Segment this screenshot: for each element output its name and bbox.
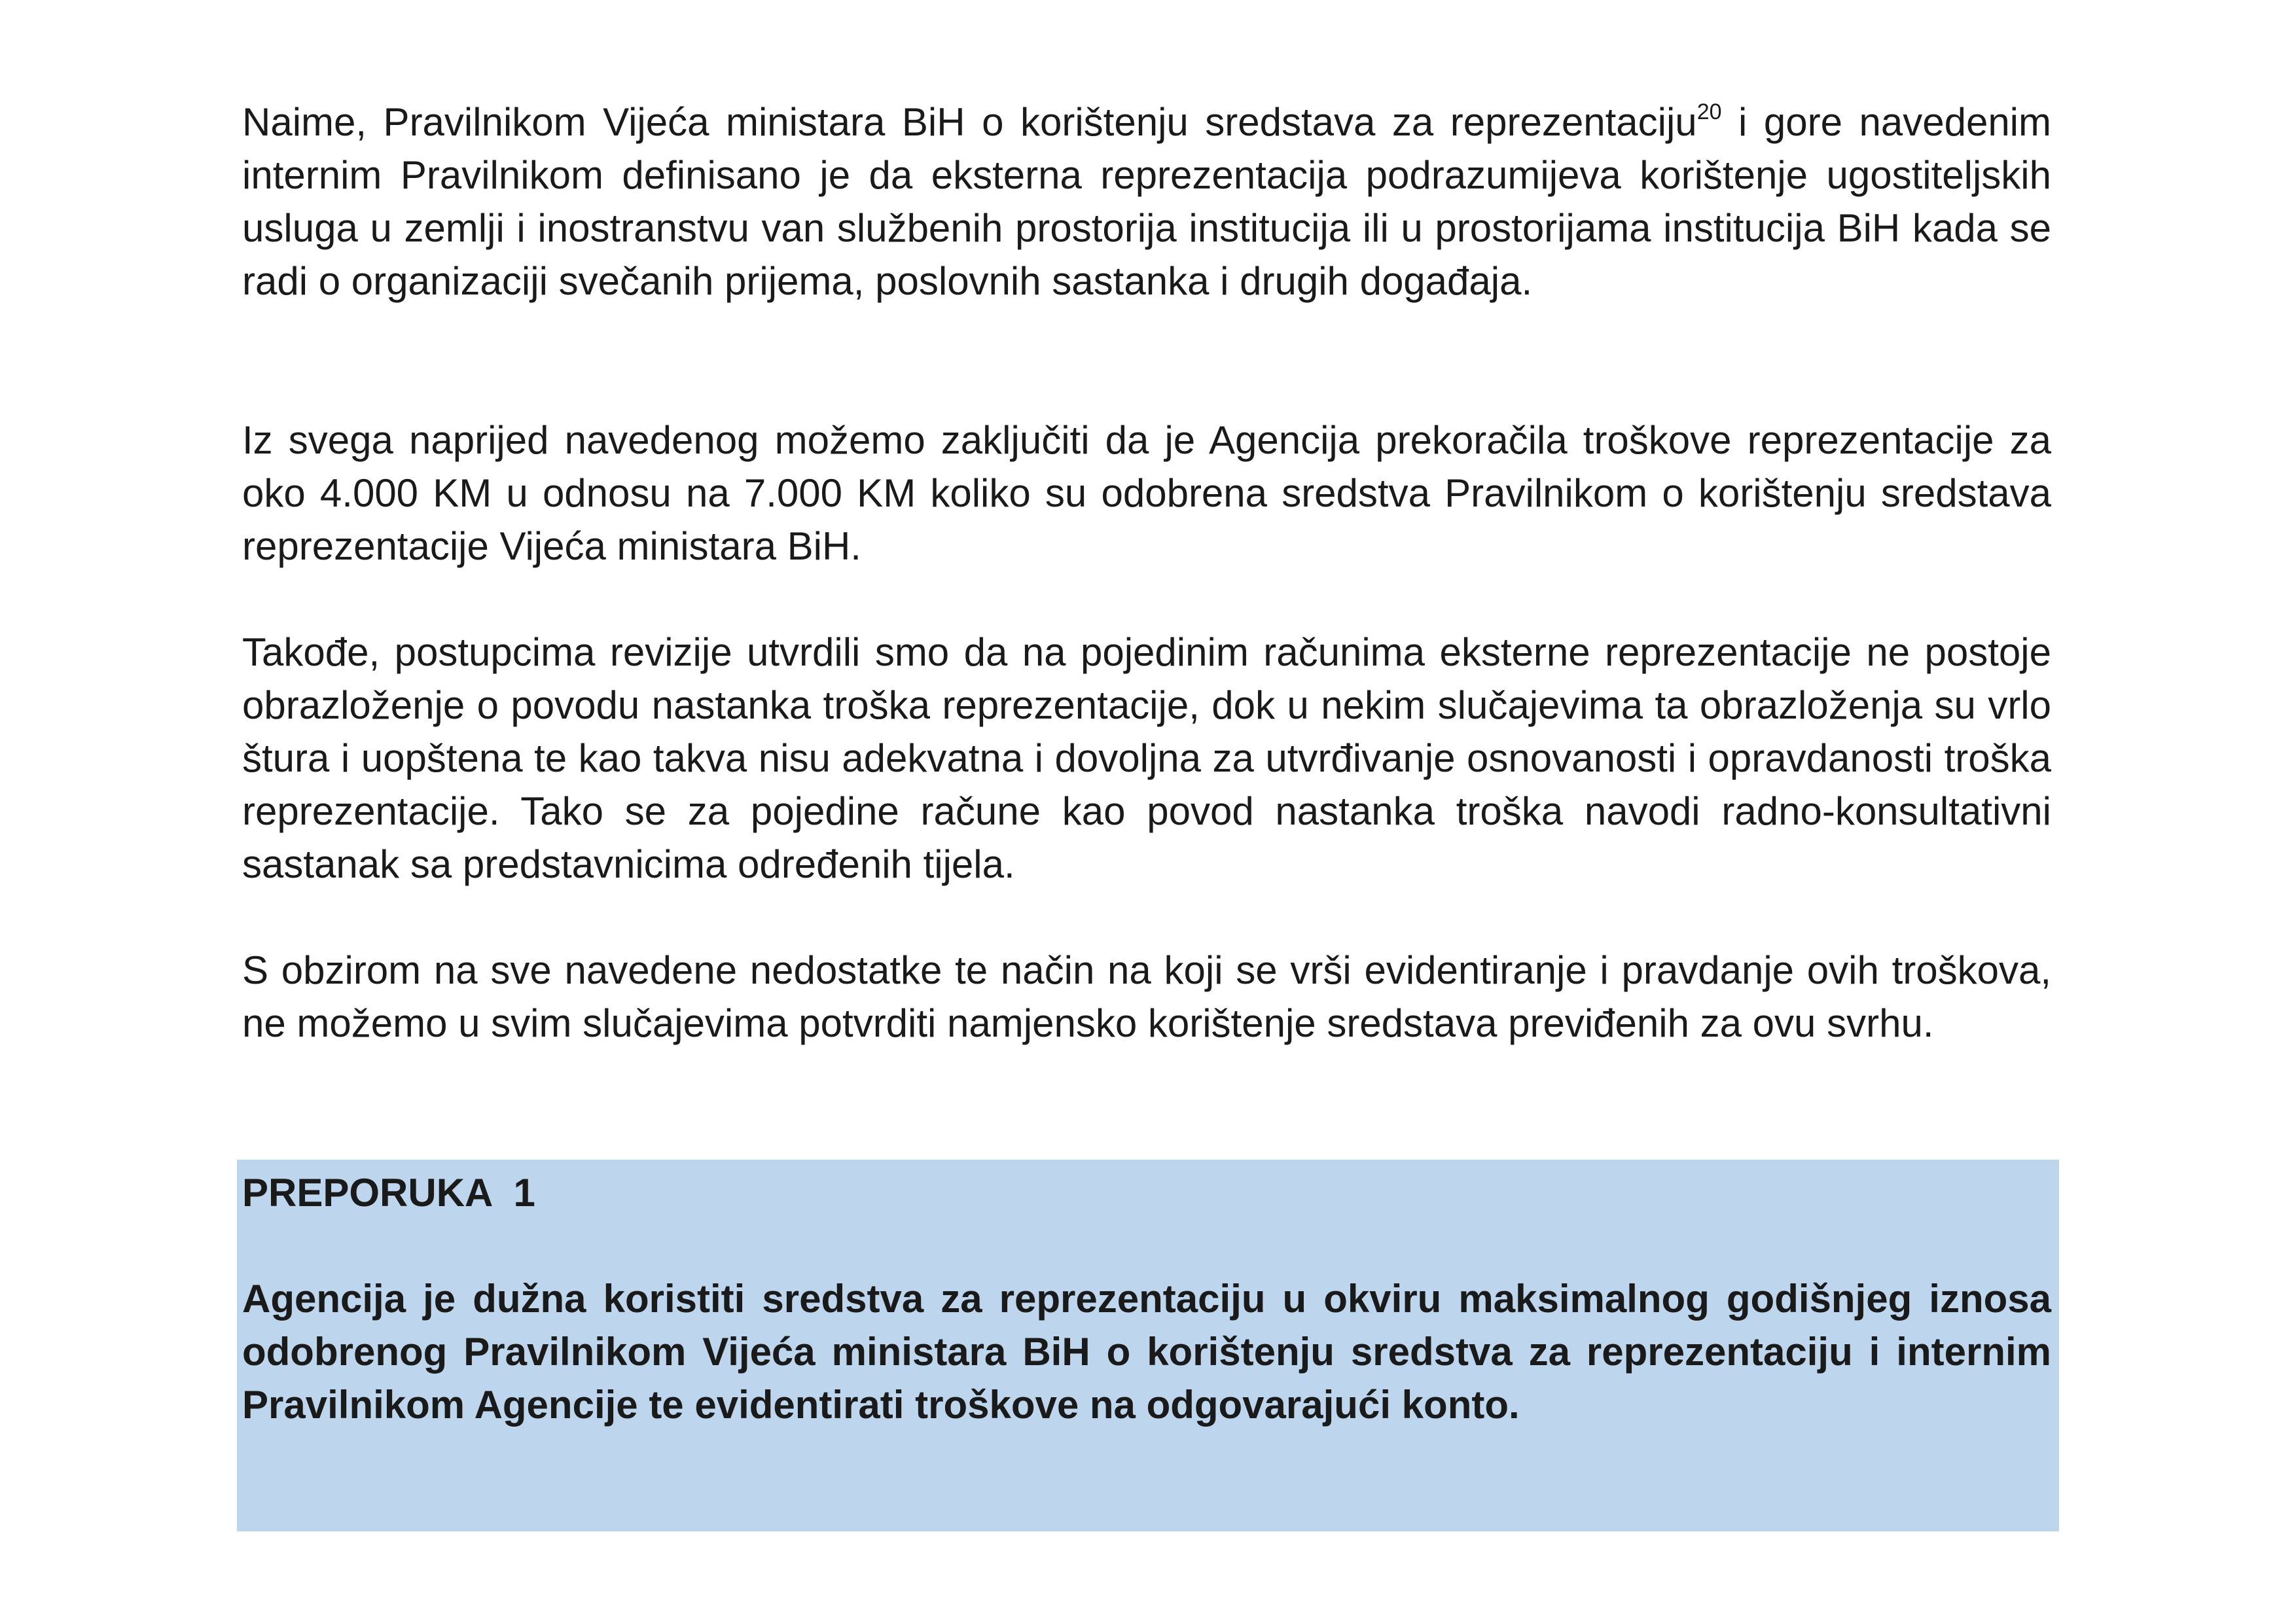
footnote-reference[interactable]: 20 (1696, 99, 1722, 124)
recommendation-text: Agencija je dužna koristiti sredstva za reprezentaciju u okviru maksimalnog godišnjeg iznosa odobrenog Pravilnikom Vijeća ministara BiH o korištenju sredstva za reprezentaciju i internim Pravilnikom Agencije te evidentirati troškove na odgovarajući konto. (242, 1277, 2051, 1427)
paragraph-4: S obzirom na sve navedene nedostatke te način na koji se vrši evidentiranje i pravdanje ovih troškova, ne možemo u svim slučajevima potvrditi namjensko korištenje sredstava previđenih za ovu svrhu. (242, 948, 2051, 1045)
recommendation-heading: PREPORUKA 1 (242, 1171, 535, 1215)
paragraph-2: Iz svega naprijed navedenog možemo zaključiti da je Agencija prekoračila troškove reprezentacije za oko 4.000 KM u odnosu na 7.000 KM koliko su odobrena sredstva Pravilnikom o korištenju sredstava reprezentacije Vijeća ministara BiH. (242, 418, 2051, 568)
recommendation-box (237, 1160, 2059, 1531)
paragraph-1 (242, 96, 2051, 308)
paragraph-1-text: Naime, Pravilnikom Vijeća ministara BiH o korištenju sredstava za reprezentaciju (242, 100, 1697, 144)
paragraph-1-text-continued: i gore navedenim internim Pravilnikom definisano je da eksterna reprezentacija podrazumijeva korištenje ugostiteljskih usluga u zemlji i inostranstvu van službenih prostorija institucija ili u prostorijama institucija BiH kada se radi o organizaciji svečanih prijema, poslovnih sastanka i drugih događaja. (242, 100, 2051, 303)
paragraph-3: Takođe, postupcima revizije utvrdili smo da na pojedinim računima eksterne reprezentacije ne postoje obrazloženje o povodu nastanka troška reprezentacije, dok u nekim slučajevima ta obrazloženja su vrlo štura i uopštena te kao takva nisu adekvatna i dovoljna za utvrđivanje osnovanosti i opravdanosti troška reprezentacije. Tako se za pojedine račune kao povod nastanka troška navodi radno-konsultativni sastanak sa predstavnicima određenih tijela. (242, 630, 2051, 886)
